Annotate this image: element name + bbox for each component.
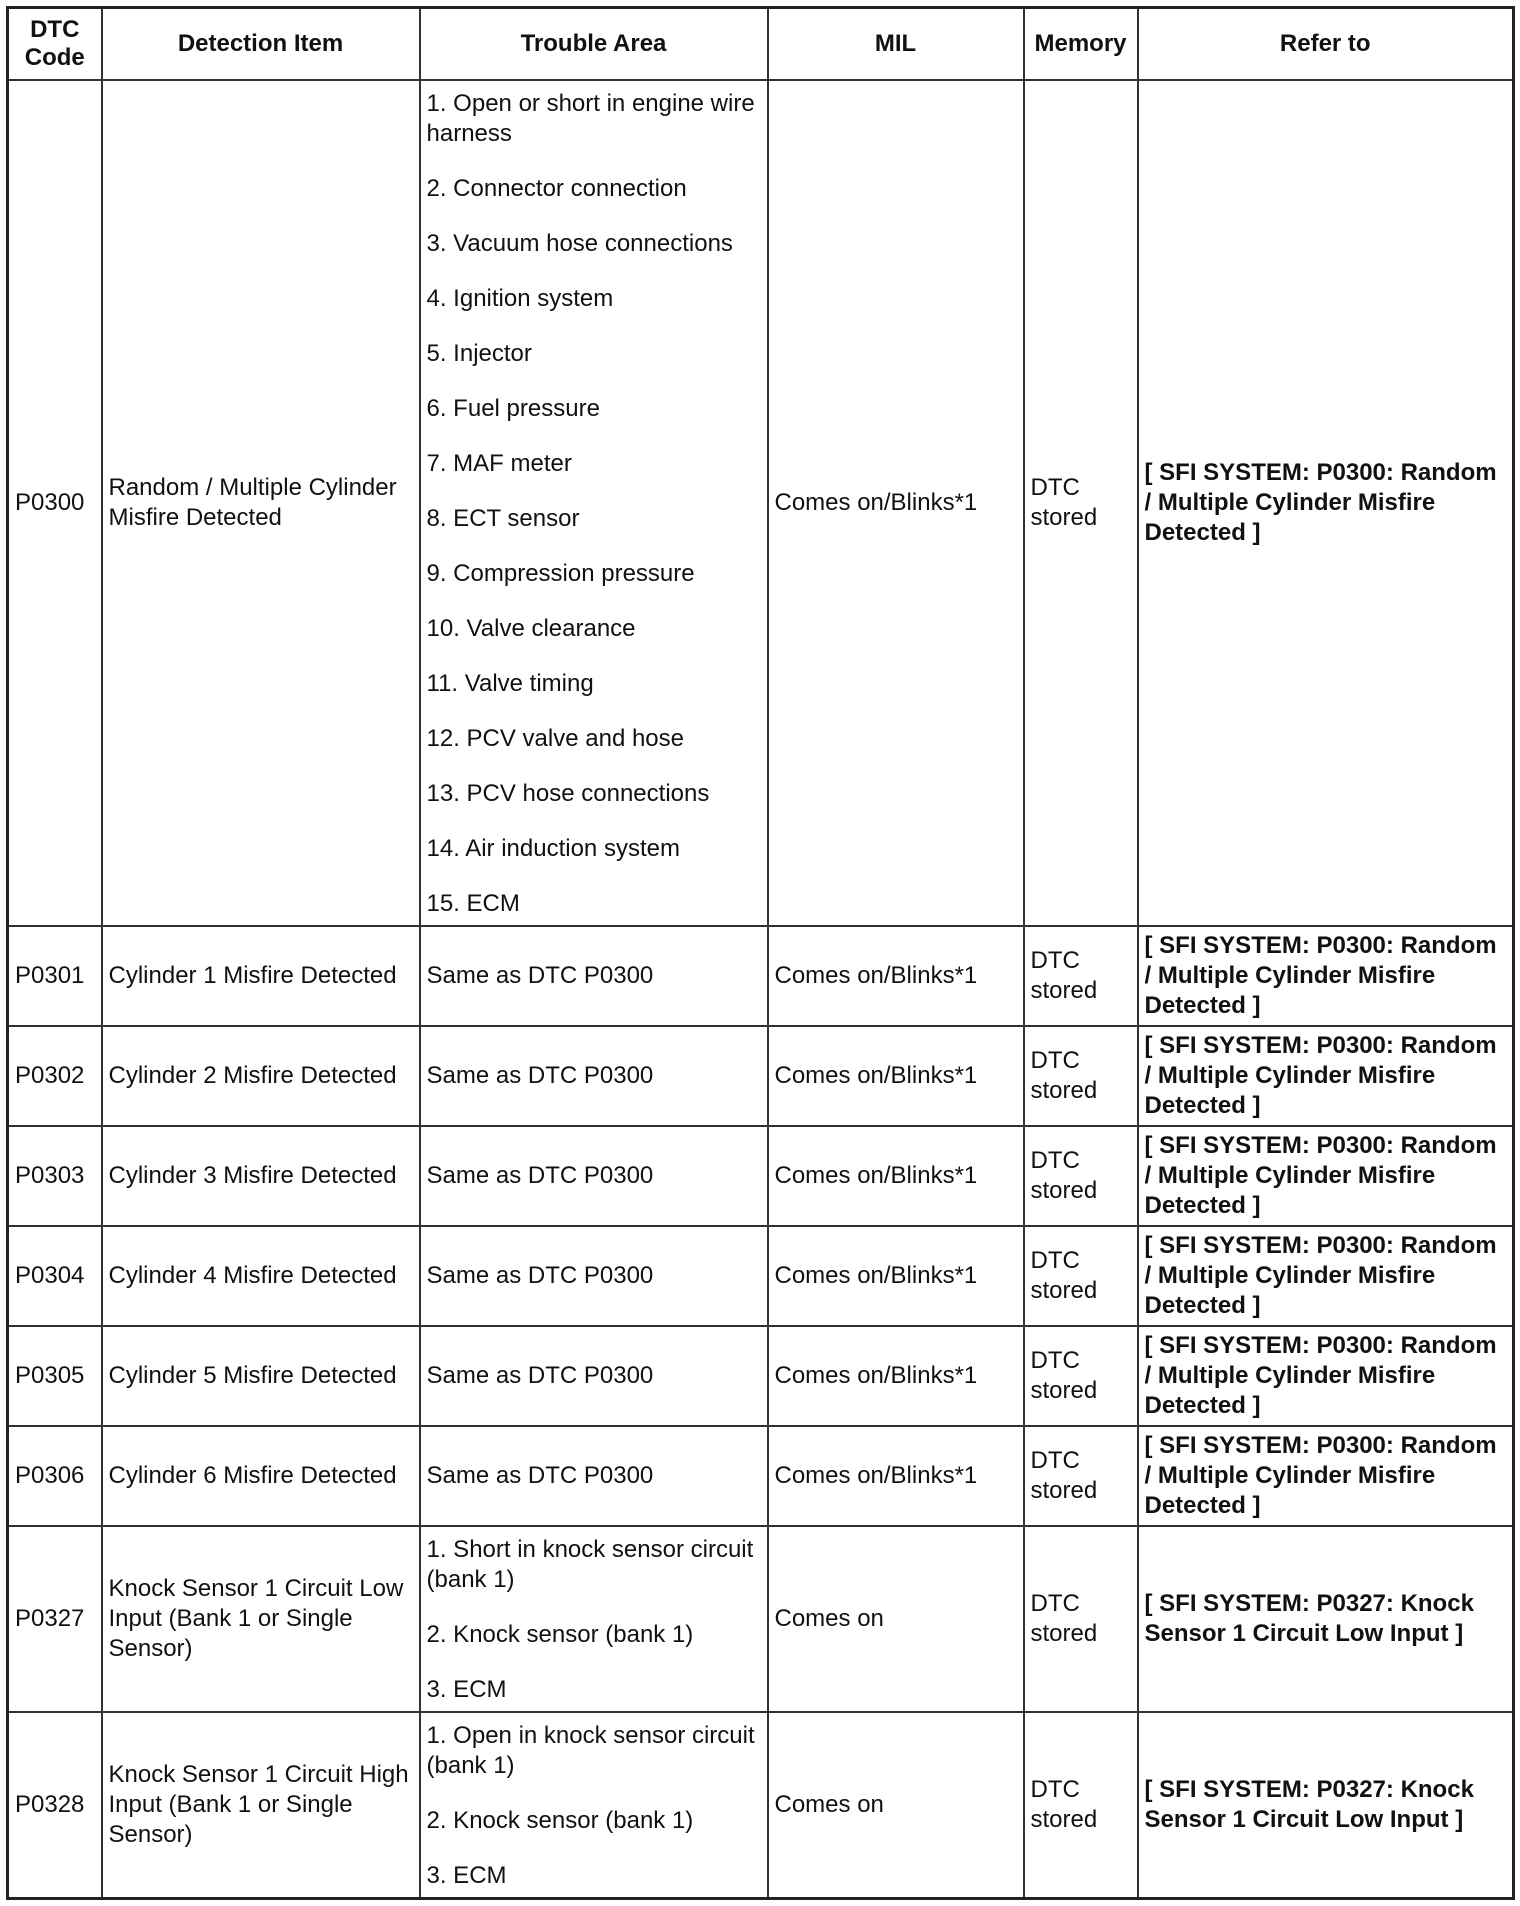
detection-item-cell: Cylinder 2 Misfire Detected [102, 1026, 420, 1126]
dtc-code-cell: P0305 [8, 1326, 102, 1426]
refer-to-link[interactable]: [ SFI SYSTEM: P0300: Random / Multiple Cylinder Misfire Detected ] [1138, 926, 1514, 1026]
table-row [8, 1712, 1514, 1899]
table-row [8, 1126, 1514, 1226]
trouble-area-cell: Same as DTC P0300 [420, 1426, 768, 1526]
dtc-code-cell: P0327 [8, 1526, 102, 1712]
trouble-area-item: 13. PCV hose connections [426, 780, 710, 807]
trouble-area-item: 2. Knock sensor (bank 1) [426, 1621, 694, 1648]
dtc-code-cell: P0306 [8, 1426, 102, 1526]
table-header-row [8, 8, 1514, 81]
detection-item-cell: Cylinder 5 Misfire Detected [102, 1326, 420, 1426]
dtc-code-cell: P0300 [8, 80, 102, 926]
trouble-area-item: 15. ECM [426, 890, 520, 917]
trouble-area-item: 1. Open in knock sensor circuit (bank 1) [426, 1722, 755, 1779]
memory-cell: DTC stored [1024, 1526, 1138, 1712]
header-memory: Memory [1024, 8, 1138, 81]
trouble-area-cell [420, 1526, 768, 1712]
dtc-code-cell: P0304 [8, 1226, 102, 1326]
memory-cell: DTC stored [1024, 1426, 1138, 1526]
table-row [8, 1026, 1514, 1126]
table-row [8, 80, 1514, 926]
mil-cell: Comes on/Blinks*1 [768, 1026, 1024, 1126]
memory-cell: DTC stored [1024, 926, 1138, 1026]
trouble-area-cell: Same as DTC P0300 [420, 1026, 768, 1126]
trouble-area-item: 2. Knock sensor (bank 1) [426, 1807, 694, 1834]
trouble-area-cell: Same as DTC P0300 [420, 926, 768, 1026]
trouble-area-item: 1. Short in knock sensor circuit (bank 1) [426, 1536, 754, 1593]
dtc-code-cell: P0303 [8, 1126, 102, 1226]
trouble-area-item: 3. Vacuum hose connections [426, 230, 733, 257]
header-dtc-code: DTC Code [8, 8, 102, 81]
trouble-area-item: 9. Compression pressure [426, 560, 695, 587]
trouble-area-item: 6. Fuel pressure [426, 395, 600, 422]
header-detection-item: Detection Item [102, 8, 420, 81]
detection-item-cell: Cylinder 1 Misfire Detected [102, 926, 420, 1026]
trouble-area-item: 10. Valve clearance [426, 615, 636, 642]
header-refer-to: Refer to [1138, 8, 1514, 81]
detection-item-cell: Cylinder 6 Misfire Detected [102, 1426, 420, 1526]
trouble-area-item: 2. Connector connection [426, 175, 687, 202]
table-row [8, 1326, 1514, 1426]
refer-to-link[interactable]: [ SFI SYSTEM: P0300: Random / Multiple Cylinder Misfire Detected ] [1138, 1326, 1514, 1426]
mil-cell: Comes on/Blinks*1 [768, 1226, 1024, 1326]
trouble-area-item: 1. Open or short in engine wire harness [426, 90, 755, 147]
table-row [8, 1226, 1514, 1326]
detection-item-cell: Knock Sensor 1 Circuit Low Input (Bank 1 or Single Sensor) [102, 1526, 420, 1712]
trouble-area-item: 7. MAF meter [426, 450, 572, 477]
dtc-code-cell: P0328 [8, 1712, 102, 1899]
trouble-area-item: 3. ECM [426, 1676, 507, 1703]
table-row [8, 1526, 1514, 1712]
trouble-area-cell: Same as DTC P0300 [420, 1126, 768, 1226]
memory-cell: DTC stored [1024, 1712, 1138, 1899]
mil-cell: Comes on [768, 1712, 1024, 1899]
memory-cell: DTC stored [1024, 1126, 1138, 1226]
detection-item-cell: Cylinder 3 Misfire Detected [102, 1126, 420, 1226]
detection-item-cell: Random / Multiple Cylinder Misfire Detected [102, 80, 420, 926]
mil-cell: Comes on/Blinks*1 [768, 80, 1024, 926]
dtc-table-container [6, 6, 1512, 1900]
detection-item-cell: Cylinder 4 Misfire Detected [102, 1226, 420, 1326]
refer-to-link[interactable]: [ SFI SYSTEM: P0327: Knock Sensor 1 Circuit Low Input ] [1138, 1712, 1514, 1899]
mil-cell: Comes on [768, 1526, 1024, 1712]
trouble-area-item: 5. Injector [426, 340, 532, 367]
dtc-code-cell: P0302 [8, 1026, 102, 1126]
refer-to-link[interactable]: [ SFI SYSTEM: P0327: Knock Sensor 1 Circuit Low Input ] [1138, 1526, 1514, 1712]
trouble-area-item: 4. Ignition system [426, 285, 614, 312]
mil-cell: Comes on/Blinks*1 [768, 1426, 1024, 1526]
trouble-area-cell [420, 80, 768, 926]
trouble-area-item: 12. PCV valve and hose [426, 725, 684, 752]
trouble-area-cell [420, 1712, 768, 1899]
memory-cell: DTC stored [1024, 80, 1138, 926]
refer-to-link[interactable]: [ SFI SYSTEM: P0300: Random / Multiple Cylinder Misfire Detected ] [1138, 1426, 1514, 1526]
trouble-area-item: 3. ECM [426, 1862, 507, 1889]
refer-to-link[interactable]: [ SFI SYSTEM: P0300: Random / Multiple Cylinder Misfire Detected ] [1138, 80, 1514, 926]
trouble-area-cell: Same as DTC P0300 [420, 1326, 768, 1426]
mil-cell: Comes on/Blinks*1 [768, 926, 1024, 1026]
header-trouble-area: Trouble Area [420, 8, 768, 81]
table-row [8, 1426, 1514, 1526]
trouble-area-item: 11. Valve timing [426, 670, 594, 697]
memory-cell: DTC stored [1024, 1226, 1138, 1326]
trouble-area-cell: Same as DTC P0300 [420, 1226, 768, 1326]
trouble-area-item: 14. Air induction system [426, 835, 680, 862]
memory-cell: DTC stored [1024, 1326, 1138, 1426]
header-mil: MIL [768, 8, 1024, 81]
mil-cell: Comes on/Blinks*1 [768, 1326, 1024, 1426]
trouble-area-item: 8. ECT sensor [426, 505, 580, 532]
dtc-code-cell: P0301 [8, 926, 102, 1026]
table-row [8, 926, 1514, 1026]
refer-to-link[interactable]: [ SFI SYSTEM: P0300: Random / Multiple Cylinder Misfire Detected ] [1138, 1026, 1514, 1126]
memory-cell: DTC stored [1024, 1026, 1138, 1126]
dtc-table [6, 6, 1515, 1900]
refer-to-link[interactable]: [ SFI SYSTEM: P0300: Random / Multiple Cylinder Misfire Detected ] [1138, 1226, 1514, 1326]
mil-cell: Comes on/Blinks*1 [768, 1126, 1024, 1226]
detection-item-cell: Knock Sensor 1 Circuit High Input (Bank 1 or Single Sensor) [102, 1712, 420, 1899]
refer-to-link[interactable]: [ SFI SYSTEM: P0300: Random / Multiple Cylinder Misfire Detected ] [1138, 1126, 1514, 1226]
